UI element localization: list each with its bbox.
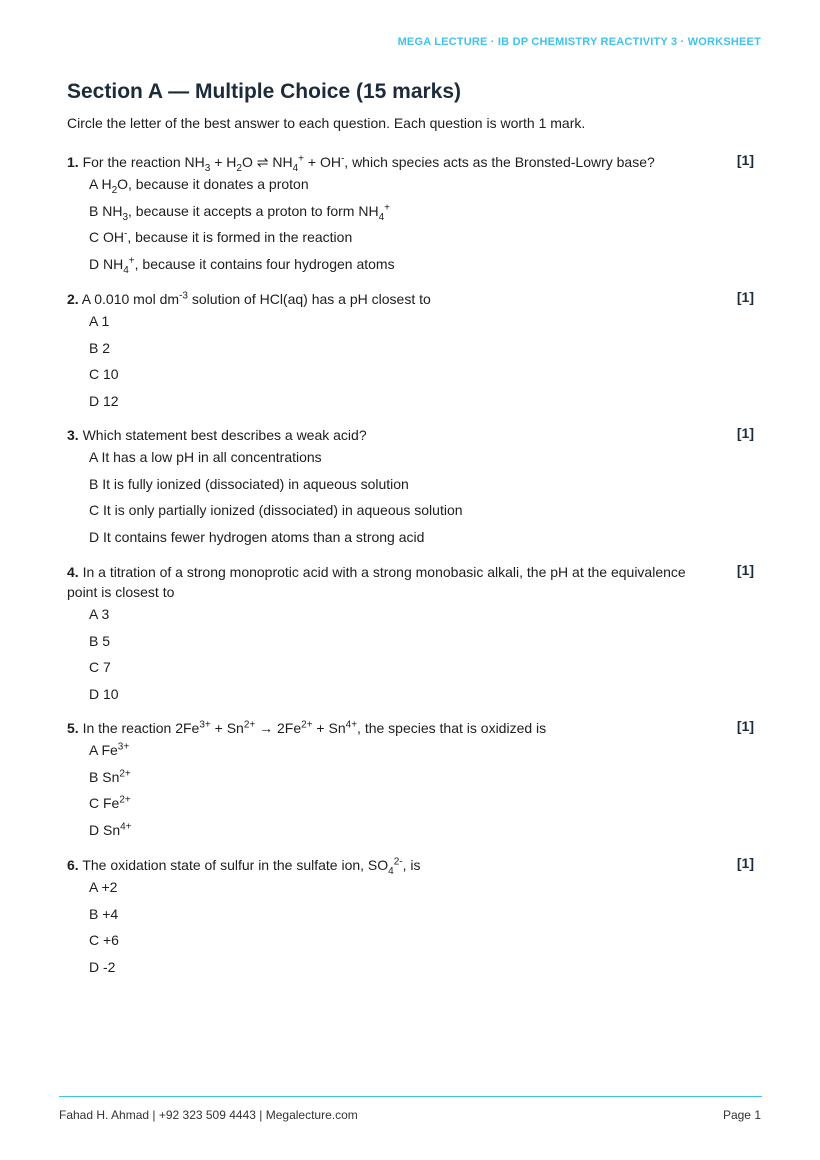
answer-option-c[interactable]: C 7 <box>89 659 111 676</box>
question-number: 2. <box>67 291 79 307</box>
answer-option-a[interactable]: A 3 <box>89 606 110 622</box>
question-text: In a titration of a strong monoprotic acid with a strong monobasic alkali, the pH at the equivalence point is closest to <box>67 564 686 600</box>
question-stem <box>67 425 757 445</box>
answer-option-a[interactable]: A 1 <box>89 313 110 329</box>
answer-option-a[interactable]: A $Fe^{3+}$ <box>89 741 130 758</box>
question-number: 4. <box>67 564 79 580</box>
page-number: Page 1 <box>722 1108 761 1122</box>
section-title: Section A — Multiple Choice (15 marks) <box>67 80 462 103</box>
question-stem <box>67 718 757 738</box>
answer-option-a[interactable]: A $H_2O$, because it donates a proton <box>89 176 309 196</box>
question-2 <box>67 289 757 415</box>
question-text: For the reaction $NH_3 + H_2O$ ⇌ $NH_4^+ + OH^-$, which species acts as the Bronsted-Lowry base? <box>78 153 655 174</box>
question-stem <box>67 152 757 172</box>
answer-option-b[interactable]: B 5 <box>89 632 111 649</box>
marks-label: [1] <box>736 152 754 168</box>
question-text: The oxidation state of sulfur in the sulfate ion, $SO_4^{2-}$, is <box>78 856 421 877</box>
question-text: Which statement best describes a weak acid? <box>78 427 367 443</box>
question-stem <box>67 289 757 309</box>
question-4 <box>67 562 757 708</box>
question-3 <box>67 425 757 551</box>
question-number: 1. <box>67 154 79 170</box>
answer-option-d[interactable]: D 10 <box>89 685 119 702</box>
answer-option-a[interactable]: A It has a low pH in all concentrations <box>89 449 322 465</box>
answer-option-c[interactable]: C 10 <box>89 366 119 383</box>
answer-option-d[interactable]: D It contains fewer hydrogen atoms than a strong acid <box>89 528 425 545</box>
instructions: Circle the letter of the best answer to each question. Each question is worth 1 mark. <box>67 115 586 131</box>
answer-option-b[interactable]: B It is fully ionized (dissociated) in aqueous solution <box>89 475 409 492</box>
answer-option-d[interactable]: D $Sn^{4+}$ <box>89 821 132 838</box>
page-header: MEGA LECTURE · IB DP CHEMISTRY REACTIVITY 3 · WORKSHEET <box>397 36 761 48</box>
marks-label: [1] <box>736 562 754 578</box>
answer-option-d[interactable]: D 12 <box>89 392 119 409</box>
answer-option-d[interactable]: D -2 <box>89 958 116 975</box>
question-text: In the reaction $2Fe^{3+} + Sn^{2+} \to 2Fe^{2+} + Sn^{4+}$, the species that is oxidized is <box>78 719 547 736</box>
answer-option-b[interactable]: B $NH_3$, because it accepts a proton to form $NH_4^+$ <box>89 201 390 223</box>
question-stem <box>67 855 757 875</box>
marks-label: [1] <box>736 289 754 305</box>
question-number: 6. <box>67 857 79 873</box>
answer-option-c[interactable]: C OH-, because it is formed in the reaction <box>89 228 353 246</box>
question-5 <box>67 718 757 844</box>
answer-option-b[interactable]: B 2 <box>89 339 111 356</box>
marks-label: [1] <box>736 718 754 734</box>
footer-contact: Fahad H. Ahmad | +92 323 509 4443 | Megalecture.com <box>59 1108 358 1122</box>
marks-label: [1] <box>736 855 754 871</box>
question-number: 3. <box>67 427 79 443</box>
answer-option-c[interactable]: C It is only partially ionized (dissociated) in aqueous solution <box>89 502 463 519</box>
question-6 <box>67 855 757 981</box>
marks-label: [1] <box>736 425 754 441</box>
question-stem <box>67 562 757 602</box>
footer-divider <box>59 1096 762 1097</box>
question-text: A 0.010 mol $dm^{-3}$ solution of HCl(aq) has a pH closest to <box>78 290 431 307</box>
answer-option-a[interactable]: A +2 <box>89 879 118 895</box>
answer-option-c[interactable]: C $Fe^{2+}$ <box>89 794 131 812</box>
question-1 <box>67 152 757 278</box>
question-number: 5. <box>67 720 79 736</box>
answer-option-b[interactable]: B +4 <box>89 905 119 922</box>
answer-option-c[interactable]: C +6 <box>89 932 119 949</box>
answer-option-b[interactable]: B $Sn^{2+}$ <box>89 767 131 785</box>
answer-option-d[interactable]: D $NH_4^+$, because it contains four hydrogen atoms <box>89 255 395 276</box>
